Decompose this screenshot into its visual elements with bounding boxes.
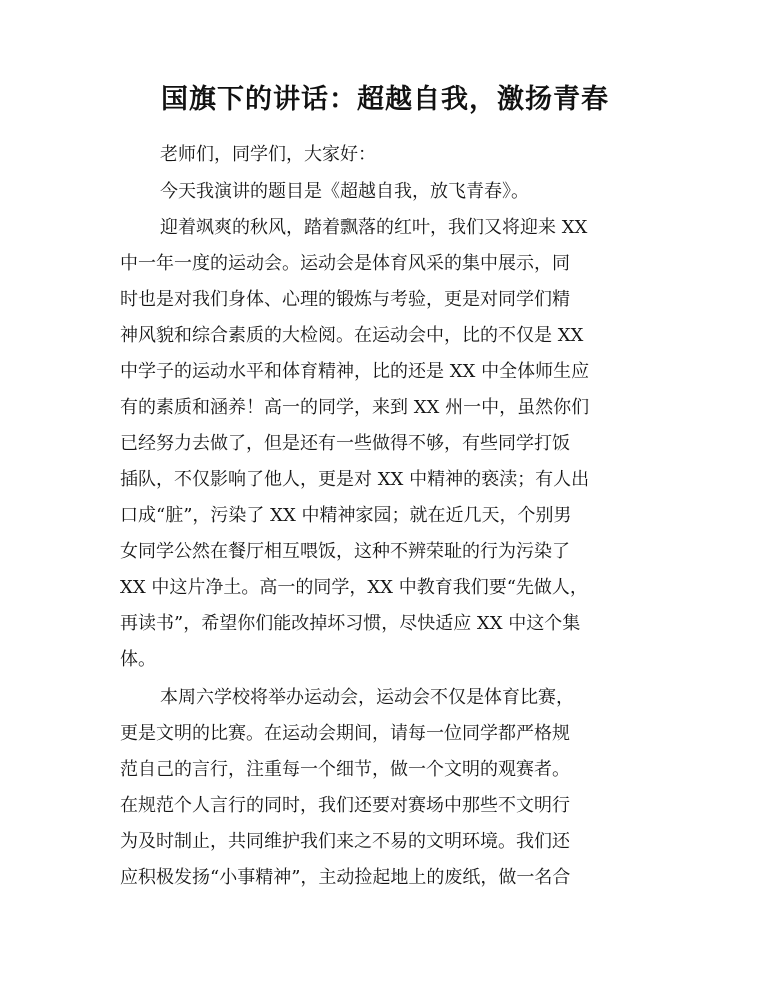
paragraph-line: 本周六学校将举办运动会，运动会不仅是体育比赛，	[160, 687, 574, 708]
paragraph-line: 中一年一度的运动会。运动会是体育风采的集中展示，同	[120, 253, 570, 274]
paragraph-line: 女同学公然在餐厅相互喂饭，这种不辨荣耻的行为污染了	[120, 541, 570, 562]
document-title: 国旗下的讲话：超越自我，激扬青春	[161, 84, 609, 115]
paragraph-line: 范自己的言行，注重每一个细节，做一个文明的观赛者。	[120, 759, 570, 780]
paragraph-line: 为及时制止，共同维护我们来之不易的文明环境。我们还	[120, 831, 570, 852]
paragraph-line: XX 中这片净土。高一的同学，XX 中教育我们要“先做人，	[120, 577, 588, 598]
paragraph-line: 神风貌和综合素质的大检阅。在运动会中，比的不仅是 XX	[120, 325, 584, 346]
paragraph-line: 迎着飒爽的秋风，踏着飘落的红叶，我们又将迎来 XX	[160, 217, 588, 238]
paragraph-line: 中学子的运动水平和体育精神，比的还是 XX 中全体师生应	[120, 361, 590, 382]
paragraph-line: 时也是对我们身体、心理的锻炼与考验，更是对同学们精	[120, 289, 570, 310]
paragraph-line: 体。	[120, 649, 156, 670]
greeting-line: 老师们，同学们，大家好：	[160, 144, 376, 165]
paragraph-line: 更是文明的比赛。在运动会期间，请每一位同学都严格规	[120, 723, 570, 744]
paragraph-line: 在规范个人言行的同时，我们还要对赛场中那些不文明行	[120, 795, 570, 816]
paragraph-line: 再读书”，希望你们能改掉坏习惯，尽快适应 XX 中这个集	[120, 613, 581, 634]
paragraph-line: 已经努力去做了，但是还有一些做得不够，有些同学打饭	[120, 433, 570, 454]
paragraph-line: 有的素质和涵养！高一的同学，来到 XX 州一中，虽然你们	[120, 397, 590, 418]
topic-line: 今天我演讲的题目是《超越自我，放飞青春》。	[160, 181, 529, 202]
paragraph-line: 口成“脏”，污染了 XX 中精神家园；就在近几天，个别男	[120, 505, 572, 526]
paragraph-line: 插队，不仅影响了他人，更是对 XX 中精神的亵渎；有人出	[120, 469, 590, 490]
paragraph-line: 应积极发扬“小事精神”，主动捡起地上的废纸，做一名合	[120, 867, 571, 888]
